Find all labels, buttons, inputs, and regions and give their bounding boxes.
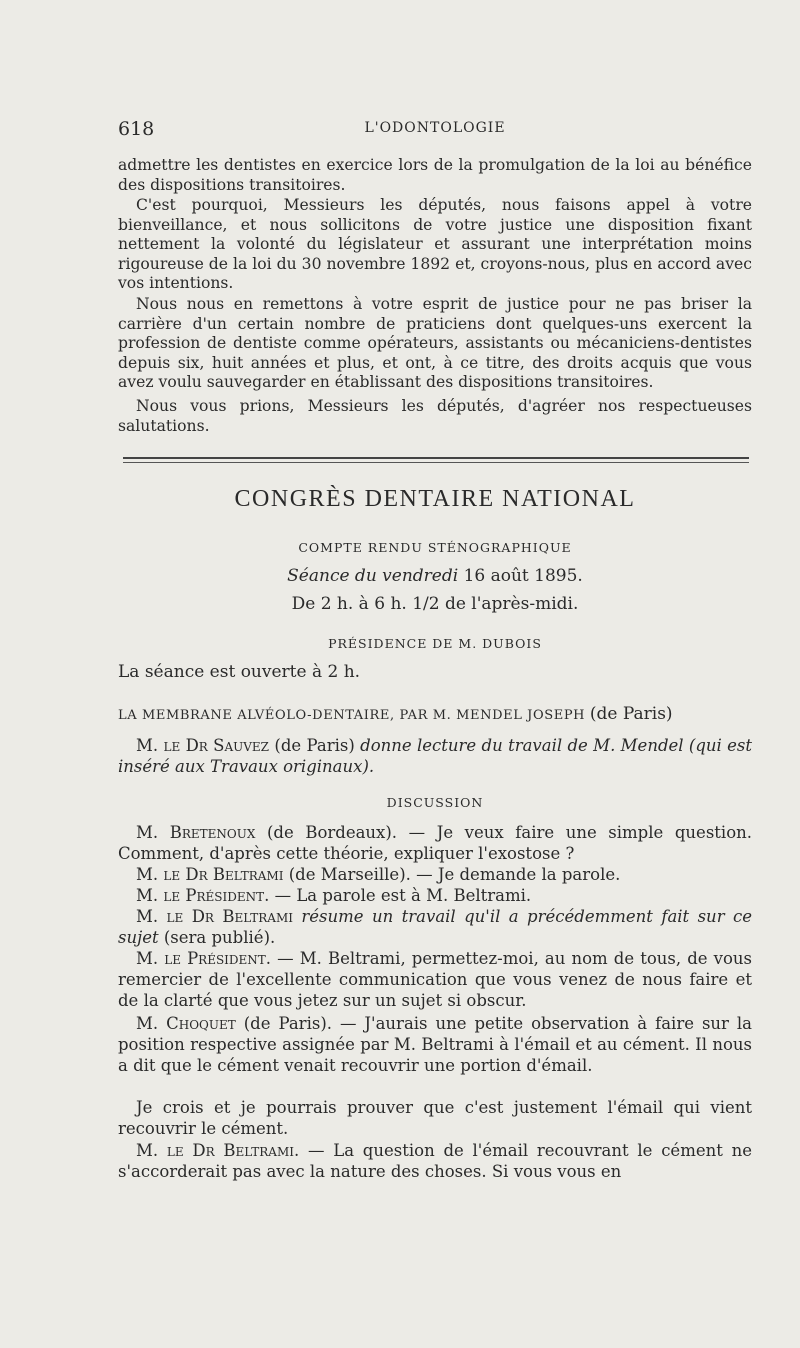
item-heading-title: LA MEMBRANE ALVÉOLO-DENTAIRE, PAR M. MENDEL JOSEPH (118, 708, 586, 723)
discussion-paragraph-3 (118, 885, 752, 906)
discussion-text-3: — La parole est à M. Beltrami. (274, 886, 532, 905)
discussion-text-8: — La question de l'émail recouvrant le cément ne s'accorderait pas avec la nature des choses. Si vous vous en (118, 1141, 753, 1181)
speaker-beltrami: M. le Dr Beltrami (136, 865, 284, 884)
speaker-president: M. le Président. (136, 886, 270, 905)
session-date-value: 16 août 1895. (463, 566, 583, 586)
discussion-paragraph-8 (118, 1140, 752, 1182)
speaker-choquet: M. Choquet (136, 1014, 236, 1033)
discussion-text-4-italic: résume un travail qu'il a précédemment fait sur ce sujet (118, 907, 752, 947)
discussion-paragraph-5 (118, 948, 752, 1011)
speaker-president-2: M. le Président. (136, 949, 272, 968)
speaker-beltrami-2: M. le Dr Beltrami (136, 907, 293, 926)
letter-paragraph-1: admettre les dentistes en exercice lors de la promulgation de la loi au bénéfice des dispositions transitoires. (118, 156, 752, 194)
discussion-text-5: — M. Beltrami, permettez-moi, au nom de tous, de vous remercier de l'excellente communication que vous venez de nous faire et de la clarté que vous jetez sur un sujet si obscur. (118, 949, 752, 1010)
discussion-text-2: (de Marseille). — Je demande la parole. (288, 865, 621, 884)
sauvez-text: donne lecture du travail de M. Mendel (qui est inséré aux Travaux originaux). (118, 736, 753, 776)
running-title: L'ODONTOLOGIE (364, 120, 506, 136)
section-divider-thin (123, 462, 749, 463)
discussion-heading: DISCUSSION (386, 795, 484, 810)
discussion-text-4-tail: (sera publié). (163, 928, 276, 947)
session-date (118, 566, 752, 587)
speaker-bretenoux: M. Bretenoux (136, 823, 256, 842)
letter-paragraph-3: Nous nous en remettons à votre esprit de justice pour ne pas briser la carrière d'un certain nombre de praticiens dont quelques-uns exercent la profession de dentiste comme opérateurs, assistants ou mécaniciens-dentistes depuis six, huit années et plus, et ont, à ce titre, des droits acquis que vous avez voulu sauvegarder en établissant des dispositions transitoires. (118, 295, 752, 392)
session-time: De 2 h. à 6 h. 1/2 de l'après-midi. (291, 594, 579, 614)
discussion-paragraph-6 (118, 1013, 752, 1076)
report-subtitle: COMPTE RENDU STÉNOGRAPHIQUE (298, 540, 572, 555)
sauvez-paragraph (118, 735, 752, 777)
discussion-paragraph-1 (118, 822, 752, 864)
discussion-paragraph-2 (118, 864, 752, 885)
letter-paragraph-4: Nous vous prions, Messieurs les députés, d'agréer nos respectueuses salutations. (118, 397, 752, 435)
discussion-text-6: (de Paris). — J'aurais une petite observation à faire sur la position respective assignée par M. Beltrami à l'émail et au cément. Il nous a dit que le cément venait recouvrir une portion d'émail. (118, 1014, 753, 1075)
page-header (118, 118, 752, 140)
discussion-paragraph-4 (118, 906, 752, 948)
section-title: CONGRÈS DENTAIRE NATIONAL (234, 486, 636, 512)
section-divider-thick (123, 457, 749, 459)
item-heading (118, 704, 752, 724)
sauvez-place: (de Paris) (274, 736, 355, 755)
session-date-label: Séance du vendredi (287, 566, 459, 586)
speaker-sauvez: M. le Dr Sauvez (136, 736, 270, 755)
speaker-beltrami-3: M. le Dr Beltrami. (136, 1141, 300, 1160)
item-heading-place: (de Paris) (589, 704, 673, 724)
letter-paragraph-2: C'est pourquoi, Messieurs les députés, nous faisons appel à votre bienveillance, et nous sollicitons de votre justice une disposition fixant nettement la volonté du législateur et assurant une interprétation moins rigoureuse de la loi du 30 novembre 1892 et, croyons-nous, plus en accord avec vos intentions. (118, 196, 752, 293)
discussion-text-1: (de Bordeaux). — Je veux faire une simple question. Comment, d'après cette théorie, expliquer l'exostose ? (118, 823, 753, 863)
discussion-paragraph-7: Je crois et je pourrais prouver que c'est justement l'émail qui vient recouvrir le cément. (118, 1098, 752, 1138)
session-opening: La séance est ouverte à 2 h. (118, 662, 361, 682)
presidency-line: PRÉSIDENCE DE M. DUBOIS (328, 636, 542, 651)
page-number: 618 (118, 118, 155, 140)
